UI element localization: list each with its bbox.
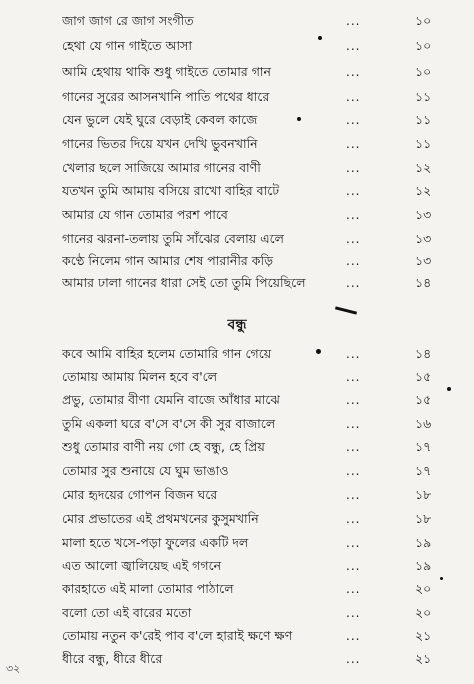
toc-page-number: ২০ — [415, 581, 432, 596]
toc-row — [0, 343, 474, 365]
toc-row — [0, 389, 474, 411]
toc-page-number: ১৬ — [415, 416, 432, 431]
toc-title: যেন ভুলে যেই ঘুরে বেড়াই কেবল কাজে — [62, 112, 258, 127]
toc-title: ধীরে বন্ধু, ধীরে ধীরে — [62, 651, 163, 666]
toc-title: প্রভু, তোমার বীণা যেমনি বাজে আঁধার মাঝে — [62, 392, 280, 407]
leader-dots: ... — [346, 370, 361, 384]
toc-title: হেথা যে গান গাইতে আসা — [62, 38, 192, 53]
toc-page-number: ১৩ — [415, 253, 432, 268]
toc-title: আমার ঢালা গানের ধারা সেই তো তুমি পিয়েছিলে — [62, 275, 306, 290]
toc-row — [0, 180, 474, 202]
leader-dots: ... — [346, 559, 361, 573]
toc-page-number: ১০ — [415, 64, 432, 79]
toc-row — [0, 228, 474, 250]
toc-row — [0, 413, 474, 435]
toc-row — [0, 133, 474, 155]
toc-page-number: ১৯ — [415, 558, 432, 573]
leader-dots: ... — [346, 113, 361, 127]
toc-page-number: ১৮ — [415, 487, 432, 502]
toc-page-number: ১৭ — [415, 463, 432, 478]
leader-dots: ... — [346, 208, 361, 222]
leader-dots: ... — [346, 606, 361, 620]
leader-dots: ... — [346, 464, 361, 478]
toc-row — [0, 86, 474, 108]
toc-title: শুধু তোমার বাণী নয় গো হে বন্ধু, হে প্রিয় — [62, 439, 265, 454]
toc-page-number: ১১ — [415, 89, 432, 104]
toc-row — [0, 484, 474, 506]
toc-row — [0, 35, 474, 57]
leader-dots: ... — [346, 276, 361, 290]
section-heading: বন্ধু — [227, 317, 247, 333]
toc-page-number: ১২ — [415, 183, 432, 198]
toc-title: তুমি একলা ঘরে ব'সে ব'সে কী সুর বাজালে — [62, 416, 276, 431]
toc-title: গানের ঝরনা-তলায় তুমি সাঁঝের বেলায় এলে — [62, 231, 284, 246]
leader-dots: ... — [346, 582, 361, 596]
toc-row — [0, 555, 474, 577]
toc-title: যতখন তুমি আমায় বসিয়ে রাখো বাহির বাটে — [62, 183, 280, 198]
leader-dots: ... — [346, 161, 361, 175]
toc-row — [0, 272, 474, 294]
toc-title: বলো তো এই বারের মতো — [62, 605, 192, 620]
toc-row — [0, 250, 474, 272]
toc-title: তোমার সুর শুনায়ে যে ঘুম ভাঙাও — [62, 463, 229, 478]
toc-row — [0, 532, 474, 554]
toc-title: কারহাতে এই মালা তোমার পাঠালে — [62, 581, 234, 596]
toc-page-number: ১৮ — [415, 511, 432, 526]
leader-dots: ... — [346, 347, 361, 361]
toc-title: তোমায় আমায় মিলন হবে ব'লে — [62, 369, 218, 384]
toc-page-number: ২১ — [415, 651, 432, 666]
toc-title: আমি হেথায় থাকি শুধু গাইতে তোমার গান — [62, 64, 271, 79]
ink-speck — [318, 36, 322, 40]
corner-mark: ৩২ — [6, 662, 21, 675]
toc-page-number: ১৪ — [415, 346, 432, 361]
toc-page-number: ১২ — [415, 160, 432, 175]
leader-dots: ... — [346, 440, 361, 454]
leader-dots: ... — [346, 184, 361, 198]
toc-title: খেলার ছলে সাজিয়ে আমার গানের বাণী — [62, 160, 261, 175]
leader-dots: ... — [346, 65, 361, 79]
leader-dots: ... — [346, 417, 361, 431]
toc-row — [0, 10, 474, 32]
toc-page-number: ১১ — [415, 136, 432, 151]
toc-page-number: ১০ — [415, 13, 432, 28]
toc-row — [0, 508, 474, 530]
leader-dots: ... — [346, 39, 361, 53]
toc-row — [0, 578, 474, 600]
toc-row — [0, 109, 474, 131]
toc-page-number: ২১ — [415, 628, 432, 643]
toc-page-number: ২০ — [415, 605, 432, 620]
toc-title: গানের সুরের আসনখানি পাতি পথের ধারে — [62, 89, 270, 104]
toc-title: এত আলো জ্বালিয়েছ এই গগনে — [62, 558, 222, 573]
leader-dots: ... — [346, 137, 361, 151]
toc-row — [0, 648, 474, 670]
ink-speck — [297, 117, 301, 121]
ink-speck — [440, 577, 443, 580]
leader-dots: ... — [346, 488, 361, 502]
toc-row — [0, 157, 474, 179]
leader-dots: ... — [346, 512, 361, 526]
toc-page-number: ১৩ — [415, 207, 432, 222]
toc-title: কণ্ঠে নিলেম গান আমার শেষ পারানীর কড়ি — [62, 253, 274, 268]
toc-row — [0, 366, 474, 388]
toc-page-number: ১১ — [415, 112, 432, 127]
leader-dots: ... — [346, 14, 361, 28]
toc-row — [0, 204, 474, 226]
ink-speck — [447, 387, 451, 391]
toc-page-number: ১৯ — [415, 535, 432, 550]
toc-row — [0, 625, 474, 647]
toc-title: মোর প্রভাতের এই প্রথমখনের কুসুমখানি — [62, 511, 259, 526]
toc-title: জাগ জাগ রে জাগ সংগীত — [62, 13, 194, 28]
toc-row — [0, 460, 474, 482]
toc-title: মোর হৃদয়ের গোপন বিজন ঘরে — [62, 487, 218, 502]
toc-row — [0, 436, 474, 458]
toc-page-number: ১৭ — [415, 439, 432, 454]
toc-row — [0, 602, 474, 624]
leader-dots: ... — [346, 652, 361, 666]
toc-title: গানের ভিতর দিয়ে যখন দেখি ভুবনখানি — [62, 136, 258, 151]
toc-row — [0, 61, 474, 83]
toc-title: মালা হতে খসে-পড়া ফুলের একটি দল — [62, 535, 249, 550]
toc-title: কবে আমি বাহির হলেম তোমারি গান গেয়ে — [62, 346, 272, 361]
leader-dots: ... — [346, 90, 361, 104]
toc-page-number: ১০ — [415, 38, 432, 53]
toc-page-number: ১৩ — [415, 231, 432, 246]
leader-dots: ... — [346, 536, 361, 550]
ink-speck — [316, 349, 321, 354]
leader-dots: ... — [346, 254, 361, 268]
toc-page-number: ১৫ — [415, 369, 432, 384]
leader-dots: ... — [346, 232, 361, 246]
toc-title: আমার যে গান তোমার পরশ পাবে — [62, 207, 228, 222]
leader-dots: ... — [346, 393, 361, 407]
toc-page-number: ১৪ — [415, 275, 432, 290]
leader-dots: ... — [346, 629, 361, 643]
toc-title: তোমায় নতুন ক'রেই পাব ব'লে হারাই ক্ষণে ক্ষণ — [62, 628, 293, 643]
toc-page-number: ১৫ — [415, 392, 432, 407]
